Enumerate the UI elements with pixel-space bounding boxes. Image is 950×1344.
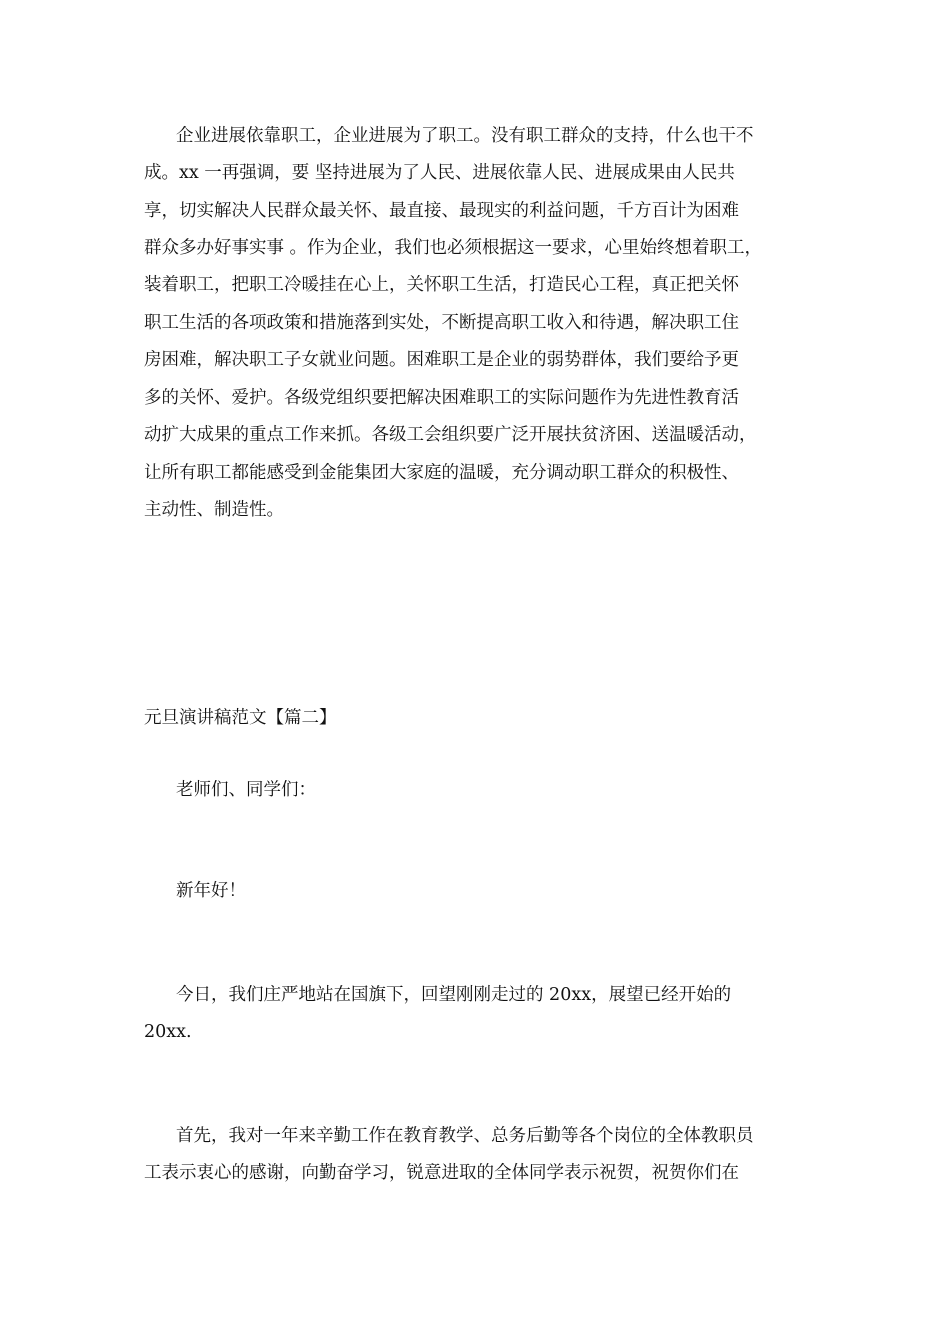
paragraph-line: 让所有职工都能感受到金能集团大家庭的温暖，充分调动职工群众的积极性、: [144, 463, 739, 483]
paragraph-line: 成。xx 一再强调，要 坚持进展为了人民、进展依靠人民、进展成果由人民共: [144, 163, 735, 183]
paragraph-line: 多的关怀、爱护。各级党组织要把解决困难职工的实际问题作为先进性教育活: [144, 388, 739, 408]
section-title: 元旦演讲稿范文【篇二】: [144, 708, 337, 728]
paragraph-line: 房困难，解决职工子女就业问题。困难职工是企业的弱势群体，我们要给予更: [144, 350, 739, 370]
paragraph-line: 20xx.: [144, 1022, 192, 1042]
greeting: 新年好！: [176, 881, 246, 901]
paragraph-line: 享，切实解决人民群众最关怀、最直接、最现实的利益问题，千方百计为困难: [144, 201, 739, 221]
paragraph-line: 今日，我们庄严地站在国旗下，回望刚刚走过的 20xx，展望已经开始的: [176, 985, 732, 1005]
paragraph-line: 主动性、制造性。: [144, 500, 284, 520]
paragraph-line: 工表示衷心的感谢，向勤奋学习，锐意进取的全体同学表示祝贺，祝贺你们在: [144, 1163, 739, 1183]
paragraph-line: 装着职工，把职工冷暖挂在心上，关怀职工生活，打造民心工程，真正把关怀: [144, 275, 739, 295]
paragraph-line: 企业进展依靠职工，企业进展为了职工。没有职工群众的支持，什么也干不: [176, 126, 754, 146]
paragraph-line: 动扩大成果的重点工作来抓。各级工会组织要广泛开展扶贫济困、送温暖活动，: [144, 425, 757, 445]
paragraph-line: 职工生活的各项政策和措施落到实处，不断提高职工收入和待遇，解决职工住: [144, 313, 739, 333]
salutation: 老师们、同学们：: [176, 780, 316, 800]
paragraph-line: 群众多办好事实事 。作为企业，我们也必须根据这一要求，心里始终想着职工，: [144, 238, 763, 258]
paragraph-line: 首先，我对一年来辛勤工作在教育教学、总务后勤等各个岗位的全体教职员: [176, 1126, 754, 1146]
